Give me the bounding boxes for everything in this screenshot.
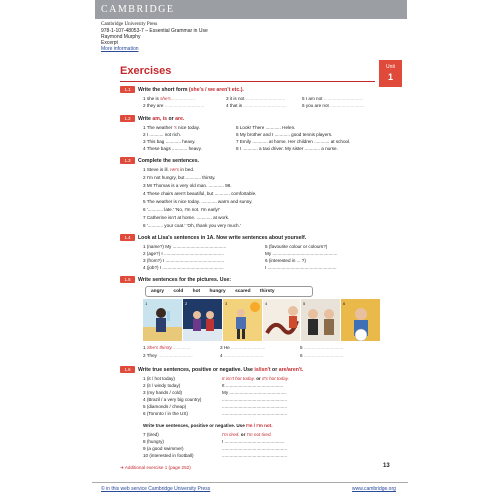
list-item: I'm tired. or I'm not tired. bbox=[222, 432, 272, 437]
list-item: 6 you are not ........................... bbox=[302, 103, 365, 108]
list-item: 5 (favourite colour or colours?) bbox=[265, 244, 328, 249]
exercise-subinstruction: Write true sentences, positive or negative. Use I'm / I'm not. bbox=[143, 423, 273, 428]
list-item: 5 ............................... bbox=[300, 345, 344, 350]
list-item: ................................................... bbox=[222, 404, 288, 409]
list-item: 4 (job?) I ................................................ bbox=[143, 265, 224, 270]
excerpt-label: Excerpt bbox=[101, 40, 118, 46]
exercise-1-5-heading bbox=[120, 276, 231, 284]
exercise-number: 1.5 bbox=[120, 276, 135, 283]
list-item: ................................................... bbox=[222, 446, 288, 451]
picture-5 bbox=[301, 299, 341, 341]
list-item: 1 Steve is ill. He's in bed. bbox=[143, 167, 195, 172]
picture-number: 4 bbox=[265, 301, 268, 306]
word-hungry: hungry bbox=[209, 289, 226, 294]
exercise-instruction: Complete the sentences. bbox=[138, 158, 200, 164]
picture-number: 3 bbox=[225, 301, 228, 306]
list-item: ................................................... bbox=[222, 397, 288, 402]
list-item: 1 (name?) My .......................................... bbox=[143, 244, 227, 249]
exercise-1-2-heading bbox=[120, 115, 184, 123]
list-item: 6 (interested in ... ?) bbox=[265, 258, 306, 263]
list-item: 1 The weather 's nice today. bbox=[143, 125, 200, 130]
thirsty-woman-illustration bbox=[143, 299, 183, 341]
list-item: 6 '............ late.' 'No, I'm not. I'm early!' bbox=[143, 207, 220, 212]
picture-6 bbox=[341, 299, 380, 341]
word-scared: scared bbox=[235, 289, 251, 294]
page-number: 13 bbox=[383, 463, 390, 469]
list-item: 1 She's thirsty............... bbox=[143, 345, 191, 350]
list-item: 2 they are ............................... bbox=[143, 103, 205, 108]
list-item: 3 He ........................... bbox=[220, 345, 266, 350]
list-item: ................................................... bbox=[222, 453, 288, 458]
isbn-title: 978-1-107-48053-7 – Essential Grammar in Use bbox=[101, 28, 208, 34]
list-item: 9 (a good swimmer) bbox=[143, 446, 184, 451]
author: Raymond Murphy bbox=[101, 34, 141, 40]
exercise-number: 1.2 bbox=[120, 115, 135, 122]
list-item: 3 Mr Thomas is a very old man. ............ 98. bbox=[143, 183, 232, 188]
list-item: 1 (it / hot today) bbox=[143, 376, 175, 381]
list-item: 2 (it / windy today) bbox=[143, 383, 181, 388]
list-item: 6 (Toronto / in the US) bbox=[143, 411, 188, 416]
list-item: My ................................................... bbox=[265, 251, 338, 256]
picture-1 bbox=[143, 299, 183, 341]
list-item: 3 (from?) I .............................................. bbox=[143, 258, 225, 263]
list-item: 4 (Brazil / a very big country) bbox=[143, 397, 202, 402]
list-item: 4 ............................... bbox=[220, 353, 264, 358]
list-item: 10 (interested in football) bbox=[143, 453, 194, 458]
list-item: 8 (hungry) bbox=[143, 439, 164, 444]
copyright-link[interactable]: © in this web service Cambridge University Press bbox=[101, 486, 211, 492]
list-item: 8 '............ your coat.' 'Oh, thank you very much.' bbox=[143, 223, 241, 228]
picture-number: 1 bbox=[145, 301, 148, 306]
list-item: 1 she is she's................... bbox=[143, 96, 195, 101]
word-angry: angry bbox=[151, 289, 165, 294]
exercise-number: 1.3 bbox=[120, 157, 135, 164]
brand-logo: CAMBRIDGE bbox=[101, 4, 175, 15]
word-box bbox=[145, 286, 313, 297]
list-item: 5 Look! There ............ Helen. bbox=[236, 125, 296, 130]
picture-3 bbox=[223, 299, 263, 341]
exercise-number: 1.1 bbox=[120, 86, 135, 93]
list-item: 5 The weather is nice today. ............ warm and sunny. bbox=[143, 199, 253, 204]
exercise-instruction: Write true sentences, positive or negative. Use is/isn't or are/aren't. bbox=[138, 367, 304, 373]
list-item: 2 I'm not hungry, but ............ thirsty. bbox=[143, 175, 216, 180]
list-item: 2 (age?) I ............................................... bbox=[143, 251, 224, 256]
scared-snake-illustration bbox=[263, 299, 301, 341]
list-item: 6 ............................... bbox=[300, 353, 344, 358]
list-item: 5 I am not ............................... bbox=[302, 96, 364, 101]
publisher: Cambridge University Press bbox=[101, 22, 158, 27]
book-meta bbox=[101, 22, 208, 52]
list-item: My ............................................. bbox=[222, 390, 287, 395]
list-item: I ...................................................... bbox=[265, 265, 337, 270]
list-item: 4 These chairs aren't beautiful, but ............ comfortable. bbox=[143, 191, 257, 196]
list-item: 4 These bags ............ heavy. bbox=[143, 146, 202, 151]
exercise-number: 1.6 bbox=[120, 366, 135, 373]
unit-tab bbox=[379, 60, 402, 87]
page-content bbox=[100, 57, 402, 479]
picture-number: 5 bbox=[303, 301, 306, 306]
list-item: 7 Catherine isn't at home. ............ at work. bbox=[143, 215, 230, 220]
list-item: 3 (my hands / cold) bbox=[143, 390, 183, 395]
additional-exercise-link[interactable]: ➜ Additional exercise 1 (page 252) bbox=[120, 465, 191, 470]
cambridge-banner bbox=[95, 0, 407, 19]
word-thirsty: thirsty bbox=[259, 289, 275, 294]
list-item: 4 that is .................................. bbox=[226, 103, 287, 108]
picture-number: 2 bbox=[185, 301, 188, 306]
cold-people-illustration bbox=[183, 299, 223, 341]
title-divider bbox=[120, 81, 375, 82]
unit-number: 1 bbox=[387, 72, 393, 82]
list-item: 3 it is not ............................... bbox=[226, 96, 286, 101]
unit-label: Unit bbox=[386, 64, 395, 70]
picture-4 bbox=[263, 299, 301, 341]
exercise-instruction: Look at Lisa's sentences in 1A. Now write sentences about yourself. bbox=[138, 235, 307, 241]
list-item: It ............................................. bbox=[222, 383, 284, 388]
exercise-1-4-heading bbox=[120, 234, 306, 242]
list-item: 7 (tired) bbox=[143, 432, 159, 437]
list-item: 5 (diamonds / cheap) bbox=[143, 404, 187, 409]
exercise-number: 1.4 bbox=[120, 234, 135, 241]
list-item: 6 My brother and I ............ good tennis players. bbox=[236, 132, 333, 137]
exercise-instruction: Write sentences for the pictures. Use: bbox=[138, 277, 232, 283]
page-title: Exercises bbox=[120, 65, 172, 77]
list-item: 7 Emily ............ at home. Her children ............ at school. bbox=[236, 139, 351, 144]
exercise-instruction: Write am, is or are. bbox=[138, 116, 185, 122]
angry-people-illustration bbox=[301, 299, 341, 341]
footer-divider bbox=[92, 482, 408, 483]
picture-2 bbox=[183, 299, 223, 341]
hot-man-illustration bbox=[223, 299, 263, 341]
picture-number: 6 bbox=[343, 301, 346, 306]
list-item: 3 This bag ............ heavy. bbox=[143, 139, 196, 144]
list-item: ................................................... bbox=[222, 411, 288, 416]
word-cold: cold bbox=[173, 289, 184, 294]
list-item: 2 I ........... not rich. bbox=[143, 132, 182, 137]
exercise-1-1-heading bbox=[120, 86, 244, 94]
more-information-link[interactable]: More information bbox=[101, 46, 139, 52]
hungry-man-illustration bbox=[341, 299, 380, 341]
list-item: I ............................................... bbox=[222, 439, 285, 444]
list-item: It isn't hot today. or It's hot today. bbox=[222, 376, 289, 381]
website-link[interactable]: www.cambridge.org bbox=[352, 486, 396, 492]
exercise-instruction: Write the short form (she's / we aren't etc.). bbox=[138, 87, 244, 93]
list-item: 2 They ........................... bbox=[143, 353, 193, 358]
exercise-1-6-heading bbox=[120, 366, 303, 374]
pictures-strip bbox=[143, 299, 380, 341]
word-hot: hot bbox=[192, 289, 201, 294]
exercise-1-3-heading bbox=[120, 157, 199, 165]
list-item: 8 I ............ a taxi driver. My sister ............ a nurse. bbox=[236, 146, 338, 151]
